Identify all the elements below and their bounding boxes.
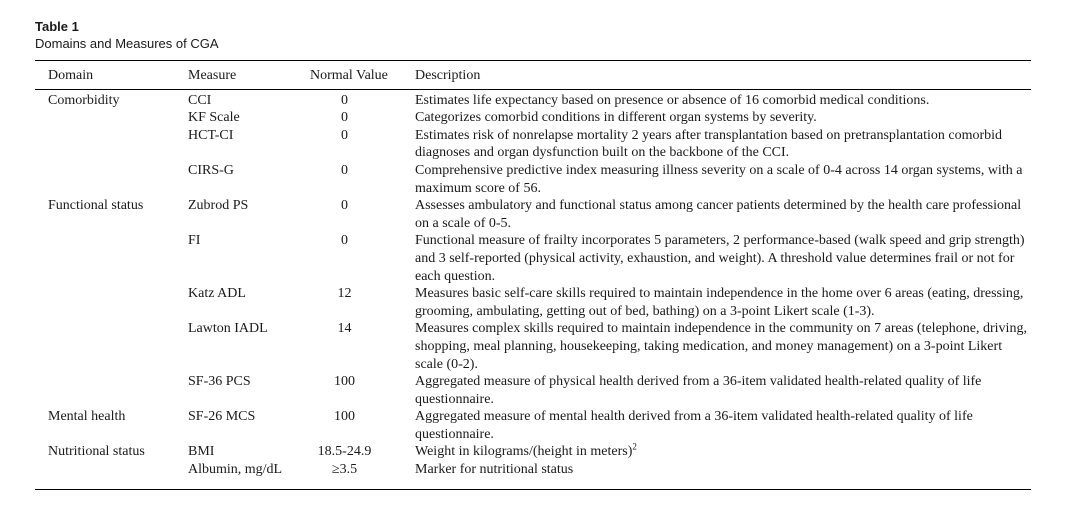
description-cell: Estimates life expectancy based on presence or absence of 16 comorbid medical conditions.	[415, 92, 930, 108]
header-normal-value: Normal Value	[310, 68, 388, 83]
normal-value-cell: 12	[337, 286, 352, 302]
normal-value-cell: 0	[341, 198, 348, 214]
domain-cell: Mental health	[48, 409, 126, 425]
normal-value-cell: 18.5-24.9	[317, 444, 372, 460]
header-description: Description	[415, 68, 481, 83]
domain-cell	[35, 373, 176, 408]
description-cell: Measures basic self-care skills required to maintain independence in the home over 6 areas (eating, dressing, grooming, ambulating, getting out of bed, bathing) on a 3-point Likert scale (1-3).	[415, 286, 1024, 319]
description-cell: Assesses ambulatory and functional status among cancer patients determined by the health care professional on a scale of 0-5.	[415, 198, 1022, 231]
measure-cell: KF Scale	[188, 110, 240, 126]
table-row	[35, 320, 1031, 373]
table-number: Table 1	[35, 19, 79, 34]
table-row	[35, 285, 1031, 320]
description-cell: Marker for nutritional status	[415, 462, 574, 478]
domain-cell	[35, 232, 176, 285]
domain-cell	[35, 109, 176, 127]
table-row	[35, 127, 1031, 162]
description-cell: Aggregated measure of mental health derived from a 36-item validated health-related quality of life questionnaire.	[415, 409, 973, 442]
table-row	[35, 373, 1031, 408]
domain-cell	[35, 162, 176, 197]
table-title: Domains and Measures of CGA	[35, 36, 219, 51]
description-cell: Measures complex skills required to maintain independence in the community on 7 areas (telephone, driving, shopping, meal planning, housekeeping, taking medication, and money management) on a 3-point Likert scale (0-2).	[415, 321, 1027, 372]
measure-cell: Katz ADL	[188, 286, 246, 302]
normal-value-cell: 0	[341, 110, 348, 126]
normal-value-cell: 100	[334, 374, 355, 390]
normal-value-cell: 0	[341, 162, 348, 178]
description-cell: Categorizes comorbid conditions in different organ systems by severity.	[415, 110, 817, 126]
description-cell: Comprehensive predictive index measuring illness severity on a scale of 0-4 across 14 organ systems, with a maximum score of 56.	[415, 162, 1023, 196]
measure-cell: SF-26 MCS	[188, 409, 256, 425]
measure-cell: SF-36 PCS	[188, 374, 251, 390]
domain-cell: Functional status	[48, 198, 144, 214]
table-row	[35, 197, 1031, 232]
cga-table	[35, 60, 1031, 490]
measure-cell: Albumin, mg/dL	[188, 462, 283, 478]
measure-cell: HCT-CI	[188, 127, 234, 143]
table-row	[35, 461, 1031, 489]
normal-value-cell: 0	[341, 127, 348, 143]
normal-value-cell: ≥3.5	[331, 462, 358, 478]
table-row	[35, 109, 1031, 127]
description-cell: Aggregated measure of physical health derived from a 36-item validated health-related quality of life questionnaire.	[415, 374, 982, 407]
table-row	[35, 232, 1031, 285]
table-row	[35, 408, 1031, 443]
measure-cell: Zubrod PS	[188, 198, 249, 214]
normal-value-cell: 0	[341, 92, 348, 108]
measure-cell: FI	[188, 233, 201, 249]
domain-cell: Nutritional status	[48, 444, 145, 460]
table-header-row	[35, 61, 1031, 90]
normal-value-cell: 14	[337, 321, 352, 337]
measure-cell: CCI	[188, 92, 212, 108]
header-measure: Measure	[188, 68, 237, 83]
measure-cell: BMI	[188, 444, 215, 460]
description-cell: Functional measure of frailty incorporates 5 parameters, 2 performance-based (walk speed and grip strength) and 3 self-reported (physical activity, exhaustion, and weight). A threshold value determines frail or not for each question.	[415, 233, 1025, 284]
domain-cell	[35, 127, 176, 162]
domain-cell	[35, 285, 176, 320]
description-text: Weight in kilograms/(height in meters)	[415, 444, 633, 460]
table-row	[35, 89, 1031, 109]
table-row	[35, 443, 1031, 461]
domain-cell	[35, 461, 176, 489]
header-domain: Domain	[48, 68, 94, 83]
table-caption	[35, 18, 219, 52]
domain-cell: Comorbidity	[48, 92, 120, 108]
measure-cell: Lawton IADL	[188, 321, 268, 337]
table-row	[35, 162, 1031, 197]
measure-cell: CIRS-G	[188, 162, 234, 178]
description-cell: Estimates risk of nonrelapse mortality 2 years after transplantation based on pretransplantation comorbid diagnoses and organ dysfunction built on the backbone of the CCI.	[415, 127, 1003, 161]
normal-value-cell: 0	[341, 233, 348, 249]
description-cell	[415, 443, 1031, 461]
domain-cell	[35, 320, 176, 373]
superscript-exponent: 2	[632, 441, 637, 452]
normal-value-cell: 100	[334, 409, 355, 425]
